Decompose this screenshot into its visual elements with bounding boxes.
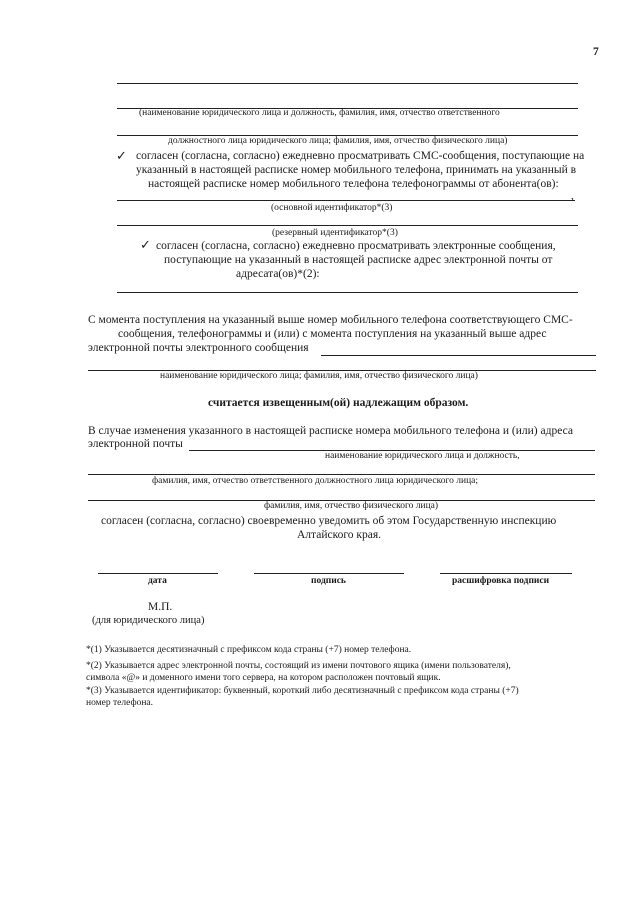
footnote-3-line2: номер телефона.: [86, 698, 154, 708]
date-line: [98, 573, 218, 574]
blank-line: [117, 292, 578, 293]
check-mark-icon: ✓: [140, 237, 151, 252]
email-consent-line2: поступающие на указанный в настоящей расписке адрес электронной почты от: [164, 254, 553, 266]
notify-agree-line2: Алтайского края.: [297, 529, 381, 541]
change-line2: электронной почты: [88, 438, 183, 450]
main-id-caption: (основной идентификатор*(3): [271, 203, 393, 213]
signature-label: подпись: [311, 576, 346, 586]
footnote-2-line1: *(2) Указывается адрес электронной почты, состоящий из имени почтового ящика (имени пользователя),: [86, 661, 511, 671]
blank-line: [88, 474, 595, 475]
notice-line1: С момента поступления на указанный выше номер мобильного телефона соответствующего СМС-: [88, 314, 573, 326]
notify-agree-line1: согласен (согласна, согласно) своевременно уведомить об этом Государственную инспекцию: [101, 515, 557, 527]
footnote-2-line2: символа «@» и доменного имени того сервера, на котором расположен почтовый ящик.: [86, 673, 441, 683]
date-label: дата: [148, 576, 167, 586]
footnote-3-line1: *(3) Указывается идентификатор: буквенный, короткий либо десятизначный с префиксом кода страны (+7): [86, 686, 519, 696]
blank-line: [117, 200, 575, 201]
transcript-label: расшифровка подписи: [452, 576, 550, 586]
line-end-comma: ,: [571, 190, 574, 202]
signature-line: [254, 573, 404, 574]
caption-legal-entity-b: должностного лица юридического лица; фамилия, имя, отчество физического лица): [168, 136, 508, 146]
stamp-note: (для юридического лица): [92, 615, 205, 626]
caption-legal-entity-a: (наименование юридического лица и должность, фамилия, имя, отчество ответственного: [139, 108, 500, 118]
sms-consent-line1: согласен (согласна, согласно) ежедневно просматривать СМС-сообщения, поступающие на: [136, 150, 585, 162]
change-line1: В случае изменения указанного в настоящей расписке номера мобильного телефона и (или) адреса: [88, 425, 573, 437]
reserve-id-caption: (резервный идентификатор*(3): [272, 228, 398, 238]
page-number: 7: [593, 46, 599, 58]
blank-line: [117, 83, 578, 84]
stamp-label: М.П.: [148, 601, 173, 613]
blank-line: [117, 225, 578, 226]
email-consent-line3: адресата(ов)*(2):: [236, 268, 320, 280]
blank-line: [321, 355, 596, 356]
notice-line3: электронной почты электронного сообщения: [88, 342, 309, 354]
sms-consent-line3: настоящей расписке номер мобильного телефона телефонограммы от абонента(ов):: [148, 178, 559, 190]
notice-line2: сообщения, телефонограммы и (или) с момента поступления на указанный выше адрес: [118, 328, 547, 340]
sms-consent-line2: указанный в настоящей расписке номер мобильного телефона, принимать на указанный в: [136, 164, 577, 176]
check-mark-icon: ✓: [116, 148, 127, 163]
notice-caption: наименование юридического лица; фамилия, имя, отчество физического лица): [160, 371, 478, 381]
change-caption3: фамилия, имя, отчество физического лица): [264, 501, 439, 511]
email-consent-line1: согласен (согласна, согласно) ежедневно просматривать электронные сообщения,: [156, 240, 556, 252]
change-caption2: фамилия, имя, отчество ответственного должностного лица юридического лица;: [152, 476, 479, 486]
properly-notified-statement: считается извещенным(ой) надлежащим образом.: [208, 397, 469, 409]
footnote-1: *(1) Указывается десятизначный с префиксом кода страны (+7) номер телефона.: [86, 645, 412, 655]
transcript-line: [440, 573, 572, 574]
change-caption1: наименование юридического лица и должность,: [325, 451, 520, 461]
